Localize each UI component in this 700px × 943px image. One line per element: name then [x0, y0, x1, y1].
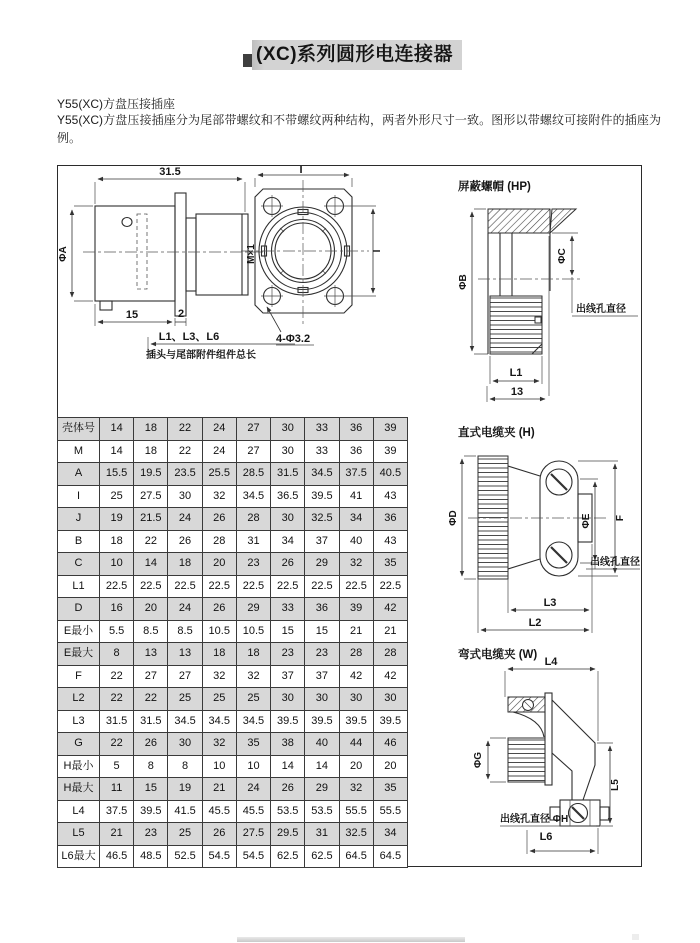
row-label: L4 [58, 800, 100, 823]
dim-value-cell: 15 [134, 778, 168, 801]
dim-label: M×1 [246, 244, 257, 264]
dim-value-cell: 18 [134, 440, 168, 463]
dim-value-cell: 30 [373, 688, 407, 711]
dim-value-cell: 22 [100, 733, 134, 756]
dim-value-cell: 22 [100, 665, 134, 688]
dim-value-cell: 10 [236, 755, 270, 778]
dim-value-cell: 32 [236, 665, 270, 688]
dim-value-cell: 36 [339, 440, 373, 463]
dim-value-cell: 24 [202, 418, 236, 441]
dim-label: ΦD [448, 510, 459, 526]
dim-label: ΦG [473, 752, 484, 768]
dim-value-cell: 14 [100, 440, 134, 463]
dim-value-cell: 28 [202, 530, 236, 553]
row-label: H最小 [58, 755, 100, 778]
table-row [58, 598, 408, 621]
row-label: C [58, 553, 100, 576]
dim-value-cell: 8 [168, 755, 202, 778]
dimension-table [57, 417, 408, 868]
dim-value-cell: 40 [305, 733, 339, 756]
dim-value-cell: 48.5 [134, 845, 168, 868]
dim-value-cell: 52.5 [168, 845, 202, 868]
dim-value-cell: 34 [339, 508, 373, 531]
page-footer-mark [632, 934, 639, 940]
dim-value-cell: 23 [236, 553, 270, 576]
dim-value-cell: 40 [339, 530, 373, 553]
dim-value-cell: 11 [100, 778, 134, 801]
dim-value-cell: 18 [236, 643, 270, 666]
dim-value-cell: 26 [202, 598, 236, 621]
dim-value-cell: 22 [168, 418, 202, 441]
dim-value-cell: 55.5 [339, 800, 373, 823]
table-row [58, 778, 408, 801]
dim-value-cell: 30 [271, 508, 305, 531]
dim-value-cell: 28 [373, 643, 407, 666]
straight-clamp-label: 直式电缆夹 (H) [458, 427, 535, 439]
dim-value-cell: 40.5 [373, 463, 407, 486]
dim-label: ΦB [458, 274, 469, 290]
page-footer-bar [237, 937, 465, 942]
dim-value-cell: 22.5 [100, 575, 134, 598]
dim-value-cell: 10.5 [236, 620, 270, 643]
dim-value-cell: 14 [100, 418, 134, 441]
table-row [58, 508, 408, 531]
dim-value-cell: 20 [373, 755, 407, 778]
dim-value-cell: 28 [339, 643, 373, 666]
dim-value-cell: 25 [236, 688, 270, 711]
dim-value-cell: 18 [168, 553, 202, 576]
dim-value-cell: 39.5 [271, 710, 305, 733]
outlet-note: 出线孔直径 ΦH [500, 814, 569, 825]
title-bar-notch [243, 54, 252, 67]
dim-label: F [615, 514, 626, 522]
dim-value-cell: 25 [202, 688, 236, 711]
dim-value-cell: 31.5 [100, 710, 134, 733]
dim-label: L1 [509, 367, 523, 379]
dim-label: I [372, 249, 383, 253]
dim-label: ΦE [581, 513, 592, 529]
dim-value-cell: 22.5 [134, 575, 168, 598]
dim-label: L1、L3、L6 [158, 331, 220, 343]
dim-value-cell: 8 [100, 643, 134, 666]
dim-value-cell: 34 [373, 823, 407, 846]
dim-value-cell: 8 [134, 755, 168, 778]
shield-nut-drawing [420, 176, 642, 406]
dim-value-cell: 55.5 [373, 800, 407, 823]
shield-nut-label: 屏蔽螺帽 (HP) [458, 181, 531, 193]
row-label: 壳体号 [58, 418, 100, 441]
dim-value-cell: 31.5 [271, 463, 305, 486]
row-label: L3 [58, 710, 100, 733]
row-label: L5 [58, 823, 100, 846]
dim-value-cell: 29.5 [271, 823, 305, 846]
dim-value-cell: 24 [168, 508, 202, 531]
table-row [58, 620, 408, 643]
row-label: G [58, 733, 100, 756]
dim-value-cell: 27 [236, 440, 270, 463]
side-view-caption: 插头与尾部附件组件总长 [146, 350, 256, 361]
dim-value-cell: 14 [134, 553, 168, 576]
dim-label: L5 [610, 779, 621, 791]
dim-value-cell: 13 [168, 643, 202, 666]
dim-value-cell: 45.5 [236, 800, 270, 823]
dim-value-cell: 31 [305, 823, 339, 846]
dim-value-cell: 23 [134, 823, 168, 846]
dim-label: L6 [539, 831, 553, 843]
dim-value-cell: 42 [339, 665, 373, 688]
row-label: B [58, 530, 100, 553]
dim-value-cell: 33 [271, 598, 305, 621]
dim-value-cell: 14 [271, 755, 305, 778]
dim-value-cell: 13 [134, 643, 168, 666]
dim-value-cell: 43 [373, 530, 407, 553]
dim-value-cell: 32.5 [339, 823, 373, 846]
outlet-note: 出线孔直径 [576, 304, 626, 315]
dim-value-cell: 19.5 [134, 463, 168, 486]
dim-value-cell: 24 [202, 440, 236, 463]
dim-value-cell: 35 [373, 778, 407, 801]
dim-value-cell: 37.5 [339, 463, 373, 486]
dim-value-cell: 42 [373, 598, 407, 621]
dim-value-cell: 23 [305, 643, 339, 666]
dim-value-cell: 21 [100, 823, 134, 846]
dim-value-cell: 5.5 [100, 620, 134, 643]
row-label: E最小 [58, 620, 100, 643]
dim-value-cell: 22.5 [373, 575, 407, 598]
dim-value-cell: 29 [236, 598, 270, 621]
dim-value-cell: 28 [236, 508, 270, 531]
dim-value-cell: 34.5 [236, 710, 270, 733]
dim-value-cell: 54.5 [236, 845, 270, 868]
dim-value-cell: 22.5 [168, 575, 202, 598]
row-label: H最大 [58, 778, 100, 801]
table-row [58, 845, 408, 868]
dim-value-cell: 20 [202, 553, 236, 576]
dim-value-cell: 33 [305, 440, 339, 463]
dim-value-cell: 39 [339, 598, 373, 621]
dim-value-cell: 24 [236, 778, 270, 801]
intro-paragraph: Y55(XC)方盘压接插座分为尾部带螺纹和不带螺纹两种结构，两者外形尺寸一致。图形以带螺纹可接附件的插座为例。 [57, 113, 661, 145]
dim-value-cell: 41.5 [168, 800, 202, 823]
dim-value-cell: 21 [202, 778, 236, 801]
dim-value-cell: 54.5 [202, 845, 236, 868]
dim-label: I [299, 166, 303, 176]
dim-value-cell: 30 [271, 440, 305, 463]
dim-value-cell: 36 [305, 598, 339, 621]
table-row [58, 755, 408, 778]
dim-value-cell: 25.5 [202, 463, 236, 486]
dim-value-cell: 27 [134, 665, 168, 688]
table-row [58, 710, 408, 733]
row-label: D [58, 598, 100, 621]
table-row [58, 665, 408, 688]
dim-value-cell: 19 [100, 508, 134, 531]
dim-value-cell: 22 [168, 440, 202, 463]
straight-clamp-drawing [420, 418, 642, 643]
dim-value-cell: 62.5 [271, 845, 305, 868]
dim-value-cell: 18 [100, 530, 134, 553]
dim-value-cell: 39.5 [134, 800, 168, 823]
dim-value-cell: 21 [373, 620, 407, 643]
dim-value-cell: 41 [339, 485, 373, 508]
table-row [58, 575, 408, 598]
row-label: J [58, 508, 100, 531]
dim-value-cell: 27.5 [236, 823, 270, 846]
angle-clamp-label: 弯式电缆夹 (W) [458, 649, 538, 661]
dim-value-cell: 23 [271, 643, 305, 666]
dim-value-cell: 18 [134, 418, 168, 441]
dim-label: ΦC [557, 248, 568, 264]
dim-value-cell: 22 [134, 530, 168, 553]
dim-value-cell: 37 [305, 530, 339, 553]
dim-value-cell: 34 [271, 530, 305, 553]
dim-label: 15 [125, 309, 139, 321]
dim-value-cell: 29 [305, 778, 339, 801]
dim-value-cell: 35 [236, 733, 270, 756]
dim-value-cell: 34.5 [305, 463, 339, 486]
dim-value-cell: 20 [339, 755, 373, 778]
dim-value-cell: 10 [202, 755, 236, 778]
dim-value-cell: 27 [168, 665, 202, 688]
row-label: L1 [58, 575, 100, 598]
outlet-note: 出线孔直径 [590, 557, 640, 568]
row-label: E最大 [58, 643, 100, 666]
dim-label: ΦA [58, 246, 69, 262]
dim-value-cell: 39.5 [305, 710, 339, 733]
dim-value-cell: 19 [168, 778, 202, 801]
table-row [58, 553, 408, 576]
dim-value-cell: 38 [271, 733, 305, 756]
dim-value-cell: 31.5 [134, 710, 168, 733]
row-label: I [58, 485, 100, 508]
dim-value-cell: 22.5 [271, 575, 305, 598]
dim-value-cell: 44 [339, 733, 373, 756]
dim-value-cell: 46 [373, 733, 407, 756]
dim-value-cell: 15 [305, 620, 339, 643]
dim-value-cell: 31 [236, 530, 270, 553]
dim-value-cell: 22.5 [236, 575, 270, 598]
dim-value-cell: 22.5 [339, 575, 373, 598]
angle-clamp-drawing [420, 645, 642, 867]
row-label: L2 [58, 688, 100, 711]
dim-value-cell: 35 [373, 553, 407, 576]
dim-value-cell: 25 [100, 485, 134, 508]
dim-value-cell: 64.5 [373, 845, 407, 868]
dim-value-cell: 26 [202, 823, 236, 846]
side-view-drawing [58, 166, 295, 361]
dim-value-cell: 37 [305, 665, 339, 688]
dim-value-cell: 27 [236, 418, 270, 441]
dim-value-cell: 21.5 [134, 508, 168, 531]
dim-value-cell: 39.5 [339, 710, 373, 733]
row-label: L6最大 [58, 845, 100, 868]
table-row [58, 643, 408, 666]
dim-value-cell: 20 [134, 598, 168, 621]
table-row [58, 823, 408, 846]
dim-value-cell: 14 [305, 755, 339, 778]
dim-value-cell: 15 [271, 620, 305, 643]
dim-value-cell: 26 [168, 530, 202, 553]
dim-value-cell: 30 [271, 688, 305, 711]
table-row [58, 733, 408, 756]
dim-value-cell: 32 [202, 733, 236, 756]
dim-value-cell: 33 [305, 418, 339, 441]
dim-value-cell: 26 [271, 778, 305, 801]
dim-value-cell: 64.5 [339, 845, 373, 868]
dim-value-cell: 62.5 [305, 845, 339, 868]
dim-value-cell: 8.5 [168, 620, 202, 643]
table-row [58, 688, 408, 711]
table-row [58, 800, 408, 823]
dim-value-cell: 18 [202, 643, 236, 666]
dim-value-cell: 39 [373, 418, 407, 441]
table-row [58, 530, 408, 553]
dim-value-cell: 32 [339, 553, 373, 576]
dim-value-cell: 21 [339, 620, 373, 643]
dim-value-cell: 23.5 [168, 463, 202, 486]
dim-value-cell: 22.5 [305, 575, 339, 598]
dim-value-cell: 42 [373, 665, 407, 688]
dim-value-cell: 22 [134, 688, 168, 711]
dim-value-cell: 39 [373, 440, 407, 463]
dim-value-cell: 39.5 [305, 485, 339, 508]
connector-views-drawing [58, 166, 418, 416]
table-row [58, 463, 408, 486]
dim-value-cell: 16 [100, 598, 134, 621]
dim-value-cell: 43 [373, 485, 407, 508]
dim-value-cell: 29 [305, 553, 339, 576]
table-row [58, 485, 408, 508]
dim-value-cell: 39.5 [373, 710, 407, 733]
dim-value-cell: 45.5 [202, 800, 236, 823]
dim-value-cell: 26 [134, 733, 168, 756]
dim-value-cell: 30 [271, 418, 305, 441]
dim-value-cell: 32 [202, 665, 236, 688]
front-view-drawing [241, 166, 383, 345]
dim-value-cell: 32 [339, 778, 373, 801]
dim-value-cell: 46.5 [100, 845, 134, 868]
dim-label: L3 [543, 597, 557, 609]
dim-value-cell: 32 [202, 485, 236, 508]
dim-value-cell: 26 [202, 508, 236, 531]
dim-value-cell: 22 [100, 688, 134, 711]
dim-value-cell: 30 [168, 485, 202, 508]
dim-value-cell: 37.5 [100, 800, 134, 823]
page-title: (XC)系列圆形电连接器 [256, 44, 454, 65]
dim-value-cell: 25 [168, 823, 202, 846]
row-label: M [58, 440, 100, 463]
dim-value-cell: 8.5 [134, 620, 168, 643]
dim-value-cell: 53.5 [305, 800, 339, 823]
dim-value-cell: 25 [168, 688, 202, 711]
dim-value-cell: 28.5 [236, 463, 270, 486]
dim-label: 2 [177, 308, 185, 320]
dim-value-cell: 22.5 [202, 575, 236, 598]
intro-heading: Y55(XC)方盘压接插座 [57, 97, 176, 111]
dim-value-cell: 24 [168, 598, 202, 621]
dim-value-cell: 5 [100, 755, 134, 778]
dim-value-cell: 36.5 [271, 485, 305, 508]
table-row [58, 440, 408, 463]
dim-label: L4 [544, 656, 558, 668]
dim-value-cell: 37 [271, 665, 305, 688]
dim-value-cell: 30 [339, 688, 373, 711]
title-bar [252, 40, 462, 70]
row-label: F [58, 665, 100, 688]
dim-value-cell: 34.5 [202, 710, 236, 733]
dim-label: L2 [528, 617, 542, 629]
dim-value-cell: 10 [100, 553, 134, 576]
dim-value-cell: 32.5 [305, 508, 339, 531]
mount-holes-label: 4-Φ3.2 [276, 333, 311, 345]
dim-value-cell: 15.5 [100, 463, 134, 486]
dim-value-cell: 30 [168, 733, 202, 756]
dim-value-cell: 34.5 [168, 710, 202, 733]
dim-value-cell: 34.5 [236, 485, 270, 508]
dim-value-cell: 30 [305, 688, 339, 711]
dim-label: 31.5 [159, 166, 181, 178]
row-label: A [58, 463, 100, 486]
dim-value-cell: 26 [271, 553, 305, 576]
table-row [58, 418, 408, 441]
dim-value-cell: 36 [339, 418, 373, 441]
dim-value-cell: 27.5 [134, 485, 168, 508]
dim-value-cell: 36 [373, 508, 407, 531]
dim-value-cell: 53.5 [271, 800, 305, 823]
dim-value-cell: 10.5 [202, 620, 236, 643]
dim-label: 13 [510, 386, 524, 398]
